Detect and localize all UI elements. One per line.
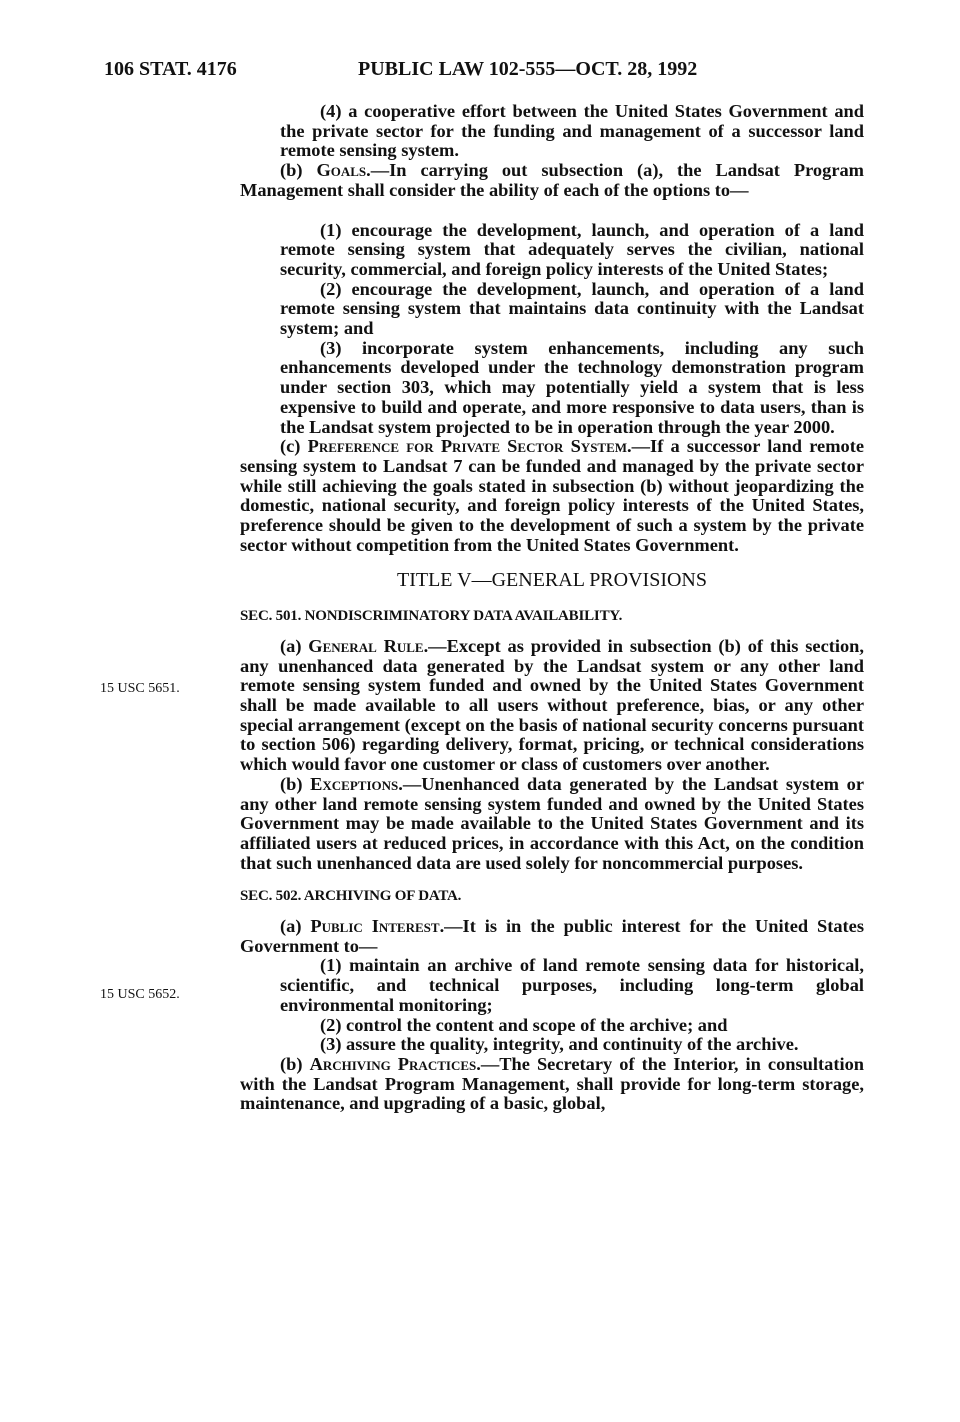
subsection-text: .—The Secretary of the Interior, in consultation with the Landsat Program Management, shall provide for long-term storage, maintenance, and upgrading of a basic, global, (240, 1053, 864, 1114)
public-law-reference: PUBLIC LAW 102-555—OCT. 28, 1992 (358, 58, 698, 80)
title-v-heading: TITLE V—GENERAL PROVISIONS (397, 569, 707, 592)
section-502-subsection-a (240, 917, 864, 956)
margin-citation-5651: 15 USC 5651. (100, 681, 180, 696)
subsection-b-goals (240, 161, 864, 200)
subsection-caption: General Rule (308, 635, 424, 656)
margin-citation-5652: 15 USC 5652. (100, 987, 180, 1002)
section-501-subsection-a (240, 637, 864, 775)
subsection-label: (a) (280, 635, 309, 656)
paragraph-502-a2: (2) control the content and scope of the archive; and (320, 1014, 728, 1035)
paragraph-b1: (1) encourage the development, launch, and operation of a land remote sensing system that adequately serves the civilian, national security, commercial, and foreign policy interests of the United States; (280, 219, 864, 279)
subsection-text: .—In carrying out subsection (a), the Landsat Program Management shall consider the ability of each of the options to— (240, 160, 864, 200)
paragraph-b3: (3) incorporate system enhancements, including any such enhancements developed under the technology demonstration program under section 303, which may potentially yield a system that is less expensive to build and operate, and more responsive to data users, than is the Landsat system projected to be in operation through the year 2000. (280, 337, 864, 437)
paragraph-502-a1: (1) maintain an archive of land remote sensing data for historical, scientific, and technical purposes, including long-term global environmental monitoring; (280, 955, 864, 1015)
section-502-heading: SEC. 502. ARCHIVING OF DATA. (240, 888, 462, 905)
section-501-heading: SEC. 501. NONDISCRIMINATORY DATA AVAILABILITY. (240, 608, 623, 625)
section-501-subsection-b (240, 775, 864, 874)
subsection-label: (c) (280, 436, 308, 457)
paragraph-502-a3: (3) assure the quality, integrity, and continuity of the archive. (320, 1034, 799, 1055)
subsection-c-preference (240, 437, 864, 555)
subsection-text: .—It is in the public interest for the United States Government to— (240, 916, 864, 956)
paragraph-a4: (4) a cooperative effort between the United States Government and the private sector for the funding and management of a successor land remote sensing system. (280, 101, 864, 161)
subsection-text: .—Except as provided in subsection (b) of this section, any unenhanced data generated by the Landsat system or any other land remote sensing system funded and owned by the United States Government shall be made available to all users without preference, bias, or any other special arrangement (except on the basis of national security concerns pursuant to section 506) regarding delivery, format, pricing, or technical considerations which would favor one customer or class of customers over another. (240, 635, 864, 775)
section-502-subsection-b (240, 1055, 864, 1114)
subsection-label: (b) (280, 160, 317, 181)
statute-body (240, 102, 864, 1114)
paragraph-b2: (2) encourage the development, launch, and operation of a land remote sensing system that maintains data continuity with the Landsat system; and (280, 278, 864, 339)
subsection-text: .—If a successor land remote sensing system to Landsat 7 can be funded and managed by the private sector while still achieving the goals stated in subsection (b) without jeopardizing the domestic, national security, and foreign policy interests of the United States, preference should be given to the development of such a system by the private sector without competition from the United States Government. (240, 436, 865, 555)
subsection-caption: Archiving Practices (309, 1053, 477, 1074)
subsection-caption: Preference for Private Sector System (307, 436, 628, 457)
subsection-label: (b) (280, 773, 311, 794)
subsection-caption: Goals (316, 160, 367, 181)
stat-reference: 106 STAT. 4176 (104, 58, 237, 80)
subsection-label: (b) (280, 1053, 310, 1074)
subsection-label: (a) (280, 916, 311, 937)
subsection-caption: Exceptions (310, 773, 399, 794)
subsection-caption: Public Interest (310, 916, 440, 937)
subsection-text: .—Unenhanced data generated by the Landsat system or any other land remote sensing system funded and owned by the United States Government may be made available to the United States Government and its affiliated users at reduced prices, in accordance with this Act, on the condition that such unenhanced data are used solely for noncommercial purposes. (240, 773, 864, 873)
